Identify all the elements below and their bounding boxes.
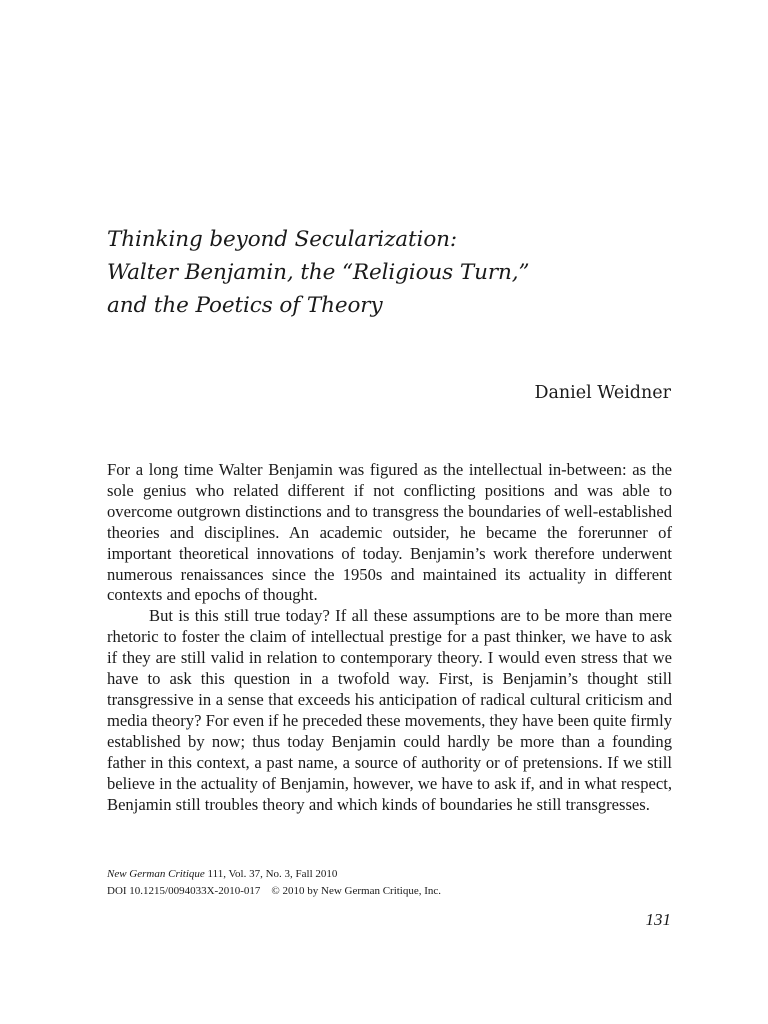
author-name: Daniel Weidner: [534, 383, 671, 403]
doi: DOI 10.1215/0094033X-2010-017: [107, 885, 261, 897]
page-number: 131: [645, 910, 671, 929]
article-title: [107, 223, 687, 322]
title-line-3: and the Poetics of Theory: [107, 293, 383, 318]
title-line-2: Walter Benjamin, the “Religious Turn,”: [107, 260, 530, 285]
journal-citation: [107, 866, 441, 883]
body-text: [107, 460, 672, 815]
journal-name: New German Critique: [107, 868, 205, 880]
copyright: © 2010 by New German Critique, Inc.: [271, 885, 442, 897]
paragraph-2: But is this still true today? If all these assumptions are to be more than mere rhetoric to foster the claim of intellectual prestige for a past thinker, we have to ask if they are still valid in relation to contemporary theory. I would even stress that we have to ask this question in a twofold way. First, is Benjamin’s thought still transgressive in a sense that exceeds his anticipation of radical cultural criticism and media theory? For even if he preceded these movements, they have been quite firmly established by now; thus today Benjamin could hardly be more than a founding father in this context, a past name, a source of authority or of pretensions. If we still believe in the actuality of Benjamin, however, we have to ask if, and in what respect, Benjamin still troubles theory and which kinds of boundaries he still transgresses.: [107, 606, 672, 814]
journal-issue: 111, Vol. 37, No. 3, Fall 2010: [204, 868, 338, 880]
doi-line: [107, 883, 441, 900]
citation-footer: [107, 866, 441, 900]
title-line-1: Thinking beyond Secularization:: [107, 227, 458, 252]
paragraph-1: For a long time Walter Benjamin was figured as the intellectual in-between: as the sole genius who related different if not conflicting positions and was able to overcome outgrown distinctions and to transgress the boundaries of well-established theories and disciplines. An academic outsider, he became the forerunner of important theoretical innovations of today. Benjamin’s work therefore underwent numerous renaissances since the 1950s and maintained its actuality in different contexts and epochs of thought.: [107, 460, 672, 605]
